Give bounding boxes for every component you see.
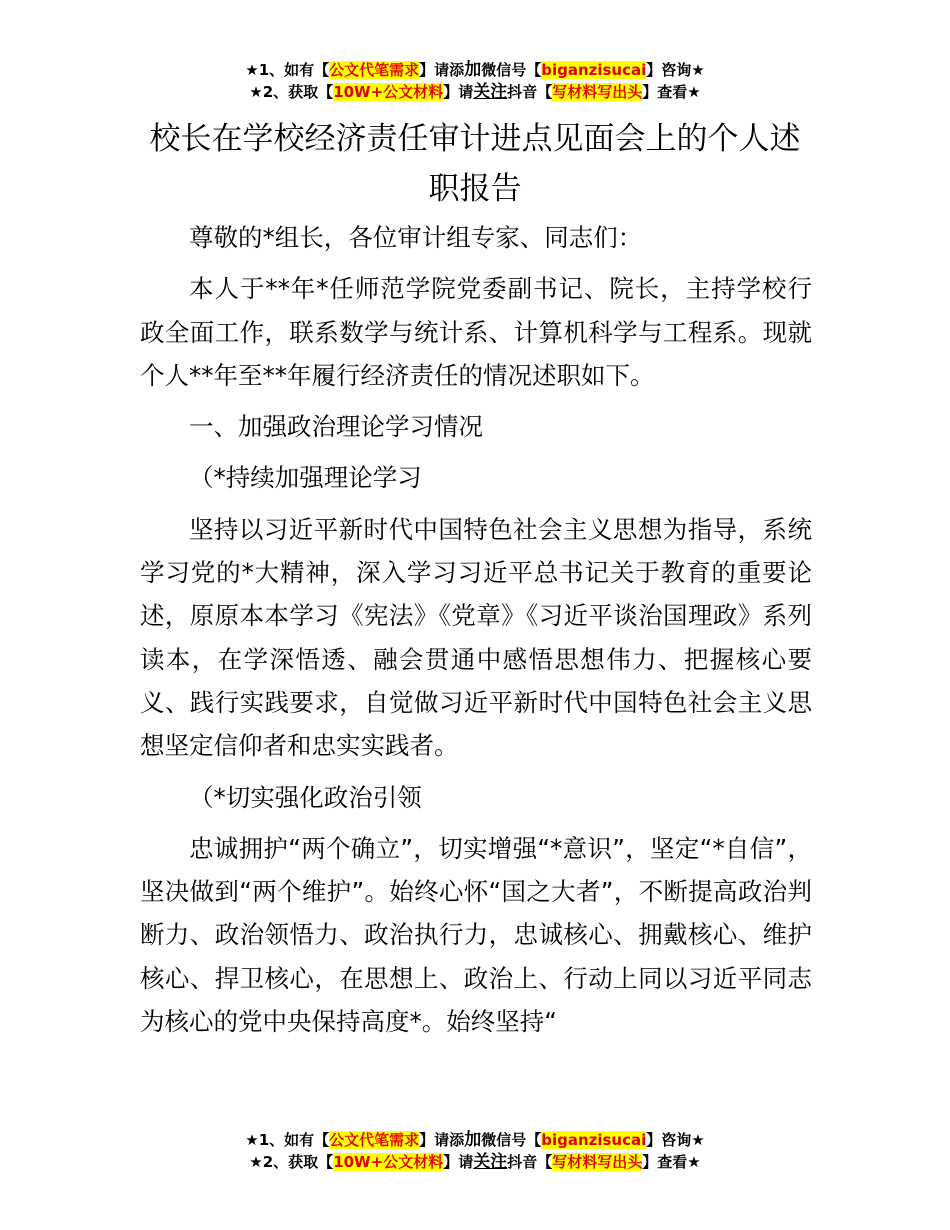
section-heading: 一、加强政治理论学习情况: [189, 412, 483, 442]
banner-text: 抖音【: [507, 1153, 553, 1171]
document-body: [140, 216, 812, 1051]
paragraph: 忠诚拥护“两个确立”，切实增强“*意识”，坚定“*自信”，坚决做到“两个维护”。始终心怀“国之大者”，不断提高政治判断力、政治领悟力、政治执行力，忠诚核心、拥戴核心、维护核心、捍卫核心，在思想上、政治上、行动上同以习近平同志为核心的党中央保持高度*。始终坚持“: [140, 833, 812, 1037]
banner-douyin-id: 写材料写出头: [552, 1153, 643, 1171]
salutation: 尊敬的*组长，各位审计组专家、同志们：: [189, 223, 643, 252]
banner-text: 】请添: [419, 1131, 465, 1149]
banner-text: 微信号【: [481, 61, 542, 79]
banner-text: ★2、获取【: [249, 1153, 334, 1171]
bottom-banner: [0, 1129, 950, 1173]
banner-highlight: 10W+公文材料: [333, 1153, 444, 1171]
banner-text: ★1、如有【: [245, 61, 330, 79]
banner-text: 微信号【: [481, 1131, 542, 1149]
banner-text: 】查看★: [642, 83, 701, 101]
banner-text: 】请: [443, 83, 474, 101]
banner-text: 】请: [443, 1153, 474, 1171]
banner-line-1: [0, 1129, 950, 1151]
banner-wechat-id: biganzisucai: [541, 1131, 647, 1149]
banner-text: 】请添: [419, 61, 465, 79]
banner-text: 】咨询★: [646, 61, 705, 79]
banner-highlight: 公文代笔需求: [329, 61, 420, 79]
paragraph: 坚持以习近平新时代中国特色社会主义思想为指导，系统学习党的*大精神，深入学习习近平总书记关于教育的重要论述，原原本本学习《宪法》《党章》《习近平谈治国理政》系列读本，在学深悟透、融会贯通中感悟思想伟力、把握核心要义、践行实践要求，自觉做习近平新时代中国特色社会主义思想坚定信仰者和忠实实践者。: [140, 514, 812, 761]
banner-text: 抖音【: [507, 83, 553, 101]
banner-text: 】咨询★: [646, 1131, 705, 1149]
subsection-heading: （*切实强化政治引领: [189, 782, 422, 812]
banner-douyin-id: 写材料写出头: [552, 83, 643, 101]
banner-line-1: [0, 59, 950, 81]
banner-emphasis: 关注: [473, 1152, 508, 1172]
banner-emphasis: 关注: [473, 82, 508, 102]
subsection-heading: （*持续加强理论学习: [189, 463, 422, 493]
banner-text: 】查看★: [642, 1153, 701, 1171]
document-title: 校长在学校经济责任审计进点见面会上的个人述职报告: [149, 121, 801, 207]
banner-text: ★1、如有【: [245, 1131, 330, 1149]
banner-emphasis: 加: [464, 60, 482, 80]
banner-emphasis: 加: [464, 1130, 482, 1150]
banner-highlight: 10W+公文材料: [333, 83, 444, 101]
banner-line-2: [0, 1151, 950, 1173]
paragraph: 本人于**年*任师范学院党委副书记、院长，主持学校行政全面工作，联系数学与统计系、计算机科学与工程系。现就个人**年至**年履行经济责任的情况述职如下。: [140, 274, 812, 390]
banner-wechat-id: biganzisucai: [541, 61, 647, 79]
banner-line-2: [0, 81, 950, 103]
banner-highlight: 公文代笔需求: [329, 1131, 420, 1149]
banner-text: ★2、获取【: [249, 83, 334, 101]
top-banner: [0, 59, 950, 103]
